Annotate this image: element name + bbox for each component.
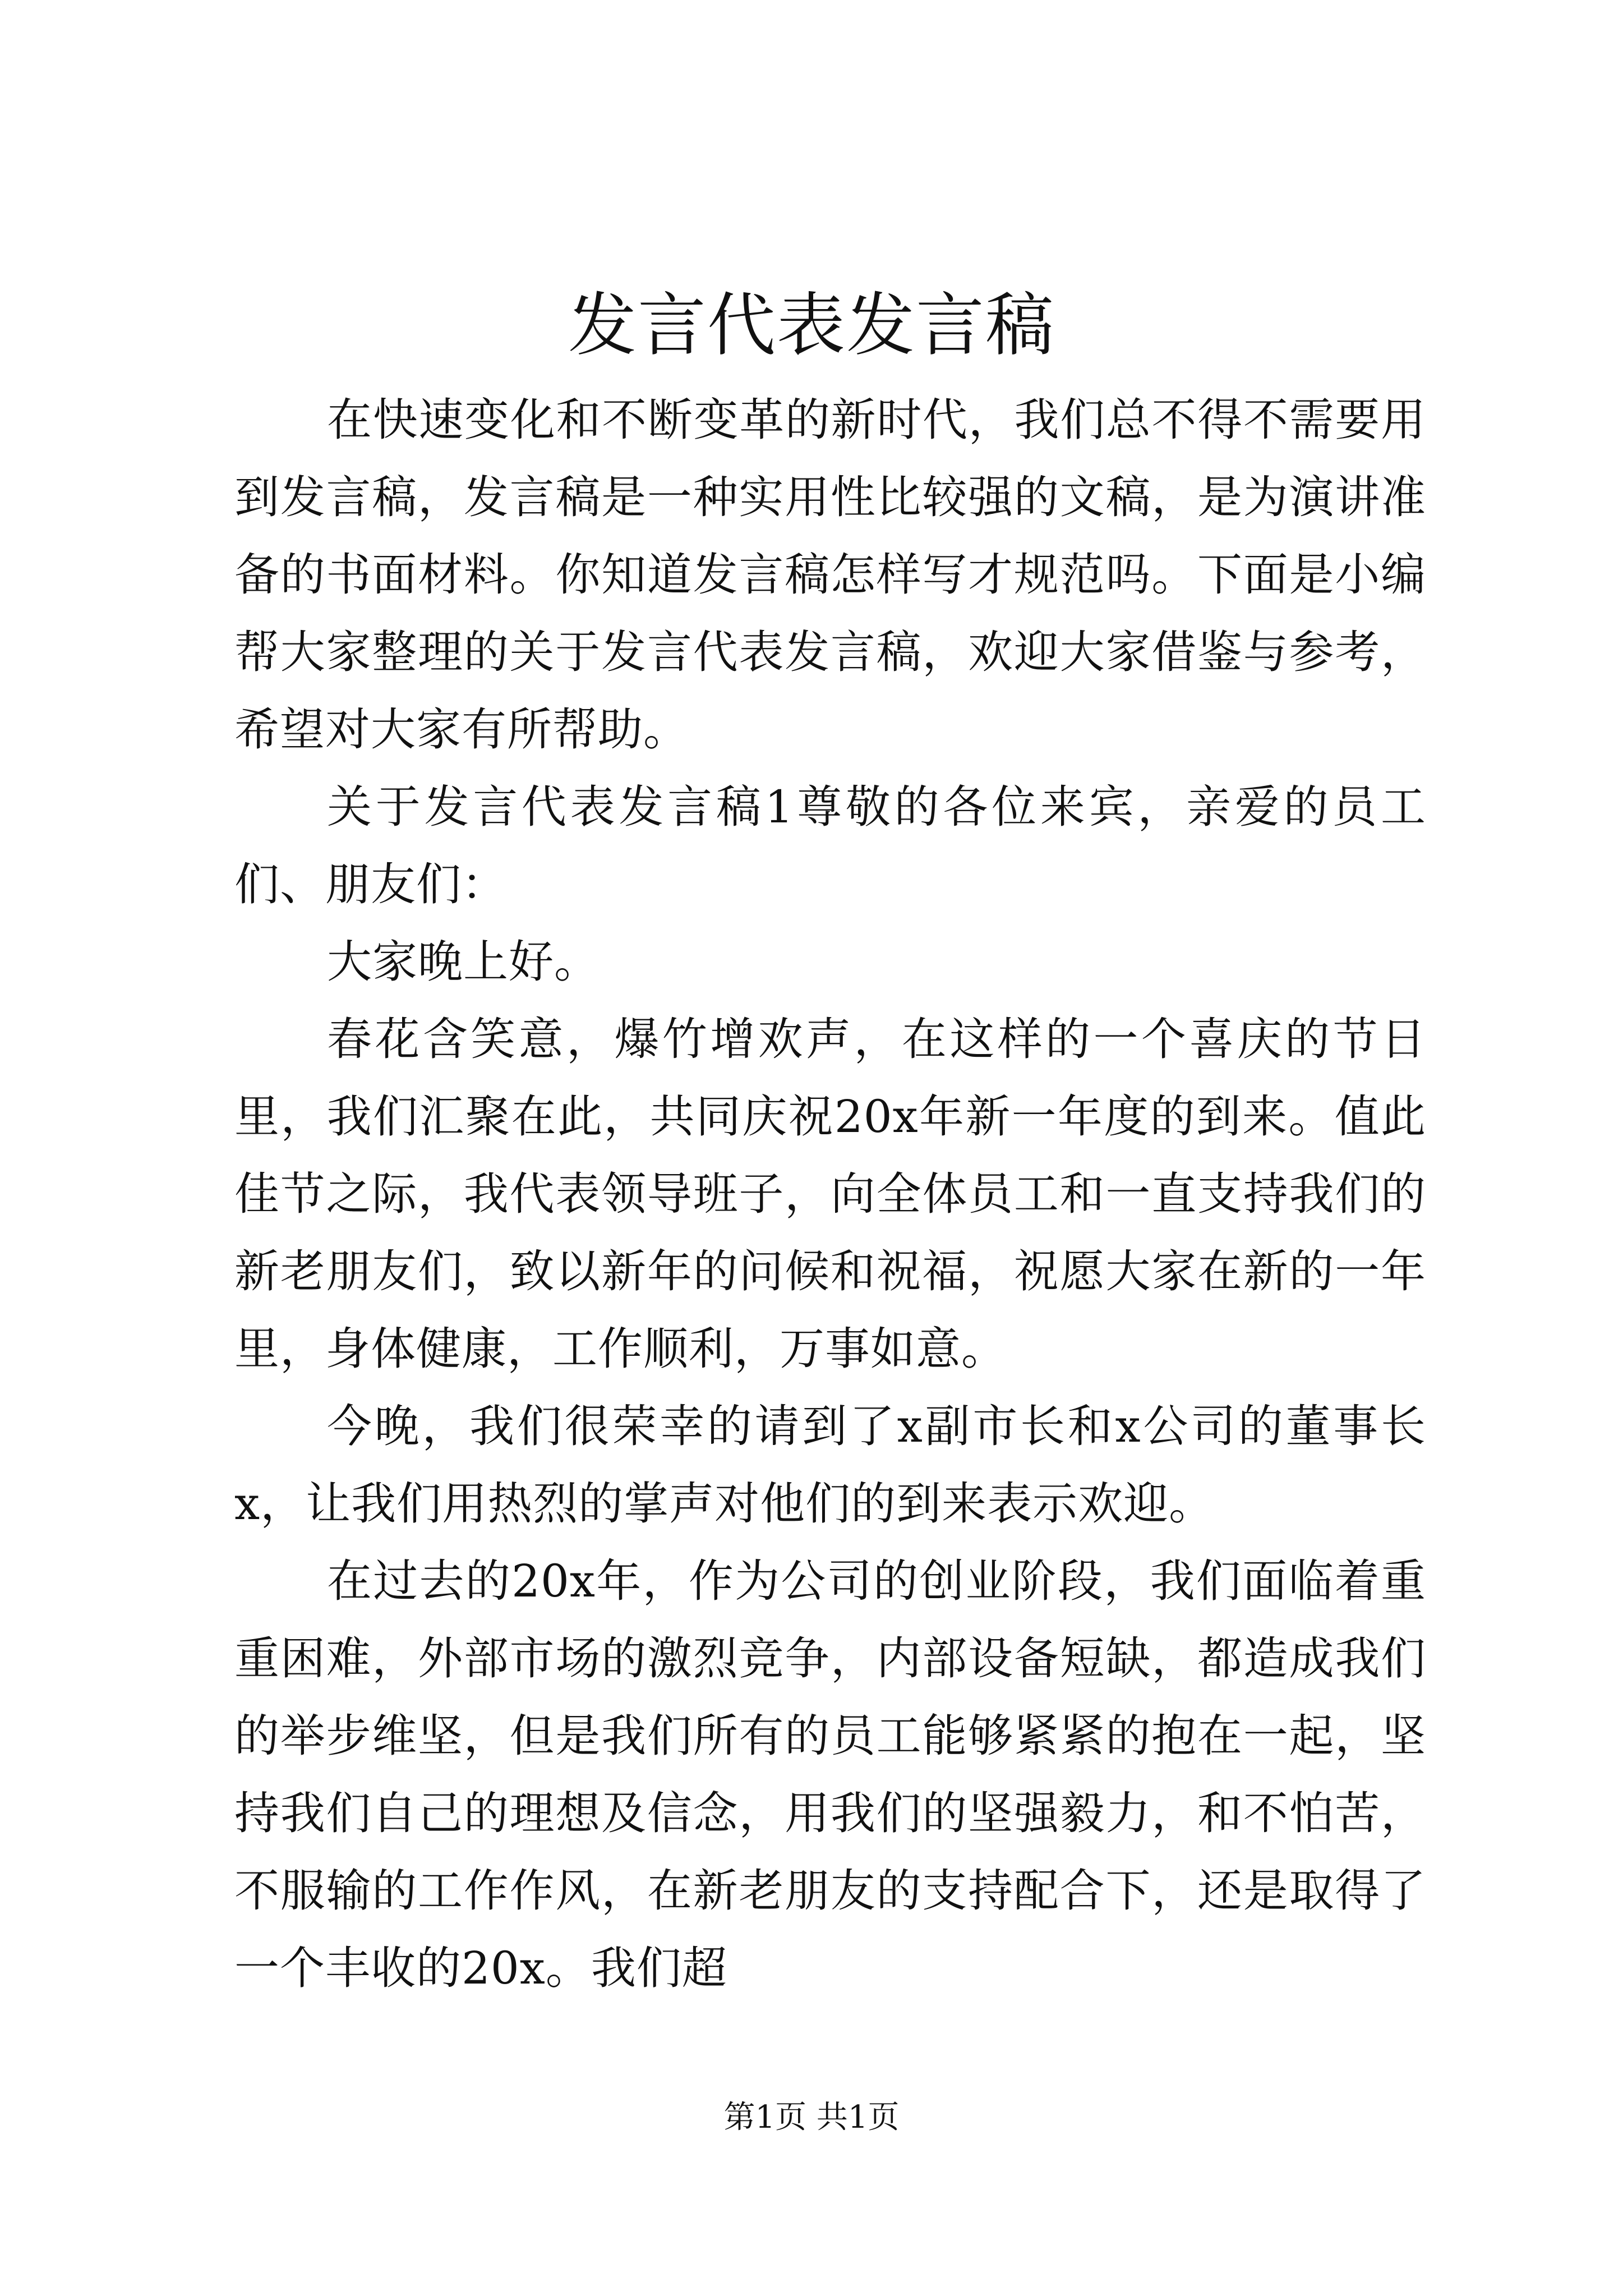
document-title: 发言代表发言稿 — [568, 286, 1055, 365]
document-body — [234, 381, 1426, 2007]
paragraph-past-year: 在过去的20x年，作为公司的创业阶段，我们面临着重重困难，外部市场的激烈竞争，内部设备短缺，都造成我们的举步维坚，但是我们所有的员工能够紧紧的抱在一起，坚持我们自己的理想及信念，用我们的坚强毅力，和不怕苦，不服输的工作作风，在新老朋友的支持配合下，还是取得了一个丰收的20x。我们超 — [234, 1555, 1426, 1994]
paragraph-salutation: 关于发言代表发言稿1尊敬的各位来宾，亲爱的员工们、朋友们： — [234, 781, 1426, 910]
page-footer: 第1页 共1页 — [723, 2099, 900, 2136]
paragraph-new-year-wishes: 春花含笑意，爆竹增欢声，在这样的一个喜庆的节日里，我们汇聚在此，共同庆祝20x年新一年度的到来。值此佳节之际，我代表领导班子，向全体员工和一直支持我们的新老朋友们，致以新年的问候和祝福，祝愿大家在新的一年里，身体健康，工作顺利，万事如意。 — [234, 1013, 1426, 1375]
paragraph-intro: 在快速变化和不断变革的新时代，我们总不得不需要用到发言稿，发言稿是一种实用性比较强的文稿，是为演讲准备的书面材料。你知道发言稿怎样写才规范吗。下面是小编帮大家整理的关于发言代表发言稿，欢迎大家借鉴与参考，希望对大家有所帮助。 — [234, 394, 1426, 756]
paragraph-guests-welcome: 今晚，我们很荣幸的请到了x副市长和x公司的董事长x，让我们用热烈的掌声对他们的到来表示欢迎。 — [234, 1400, 1426, 1530]
paragraph-greeting: 大家晚上好。 — [327, 936, 600, 988]
